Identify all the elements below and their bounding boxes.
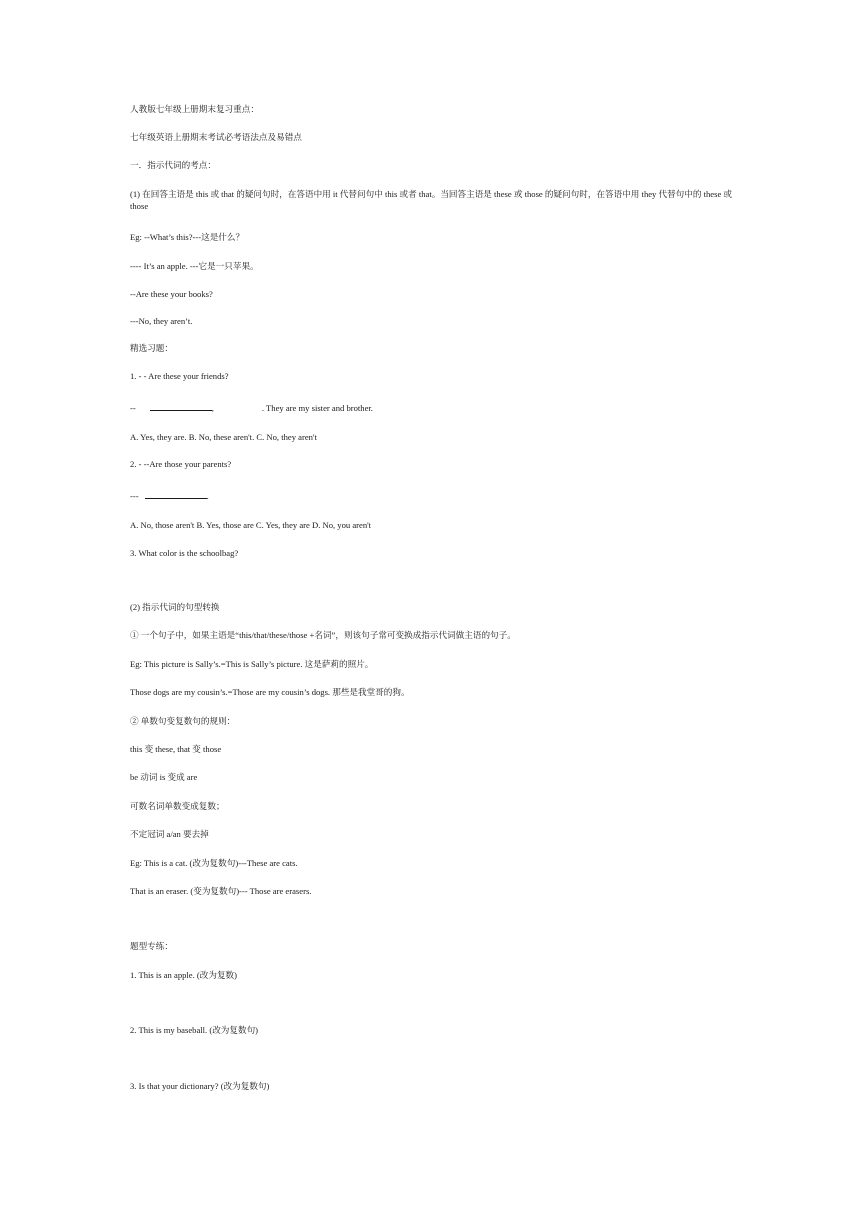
rule-item: 不定冠词 a/an 要去掉 <box>130 829 209 839</box>
point2-heading: (2) 指示代词的句型转换 <box>130 602 220 612</box>
question-2: 2. - --Are those your parents? <box>130 459 232 469</box>
question-2-options: A. No, those aren't B. Yes, those are C. Yes, they are D. No, you aren't <box>130 520 372 530</box>
question-1-options: A. Yes, they are. B. No, these aren't. C. No, they aren't <box>130 432 317 442</box>
example-line: --Are these your books? <box>130 289 213 299</box>
example-line: Eg: This is a cat. (改为复数句)---These are cats. <box>130 858 298 868</box>
answer-blank <box>150 402 212 411</box>
comma: , <box>211 403 214 413</box>
example-line: ---No, they aren’t. <box>130 316 193 326</box>
rule-2: ② 单数句变复数句的规则： <box>130 716 236 726</box>
rule-item: be 动词 is 变成 are <box>130 772 198 782</box>
answer-tail: . They are my sister and brother. <box>261 403 373 413</box>
rule-item: this 变 these, that 变 those <box>130 744 222 754</box>
question-2-answer-line <box>130 490 209 502</box>
period: . <box>206 491 209 501</box>
doc-title: 人教版七年级上册期末复习重点： <box>130 104 259 114</box>
example-line: Eg: This picture is Sally’s.=This is Sally’s picture. 这是萨莉的照片。 <box>130 659 374 669</box>
answer-blank <box>145 490 207 499</box>
practice-heading: 精选习题： <box>130 343 173 353</box>
dash-prefix: -- <box>130 403 136 413</box>
rule-item: 可数名词单数变成复数； <box>130 801 225 811</box>
question-1-answer-line <box>130 402 373 414</box>
dash-prefix: --- <box>130 491 139 501</box>
rule-1: ① 一个句子中，如果主语是“this/that/these/those +名词”，则该句子常可变换成指示代词做主语的句子。 <box>130 630 516 640</box>
example-line: Those dogs are my cousin’s.=Those are my cousin’s dogs. 那些是我堂哥的狗。 <box>130 687 410 697</box>
question-1: 1. - - Are these your friends? <box>130 371 229 381</box>
example-line: That is an eraser. (变为复数句)--- Those are erasers. <box>130 886 312 896</box>
drill-3: 3. Is that your dictionary? (改为复数句) <box>130 1081 270 1091</box>
section-heading: 一．指示代词的考点： <box>130 160 216 170</box>
drill-heading: 题型专练： <box>130 941 173 951</box>
drill-1: 1. This is an apple. (改为复数) <box>130 970 238 980</box>
paragraph-point1: (1) 在回答主语是 this 或 that 的疑问句时，在答语中用 it 代替问句中 this 或者 that。当回答主语是 these 或 those 的疑问句时，在答语中用 they 代替句中的 these 或 those <box>130 189 733 211</box>
doc-subtitle: 七年级英语上册期末考试必考语法点及易错点 <box>130 132 302 142</box>
drill-2: 2. This is my baseball. (改为复数句) <box>130 1025 259 1035</box>
example-line: Eg: --What’s this?---这是什么？ <box>130 232 245 242</box>
question-3: 3. What color is the schoolbag? <box>130 548 239 558</box>
example-line: ---- It’s an apple. ---它是一只苹果。 <box>130 261 259 271</box>
